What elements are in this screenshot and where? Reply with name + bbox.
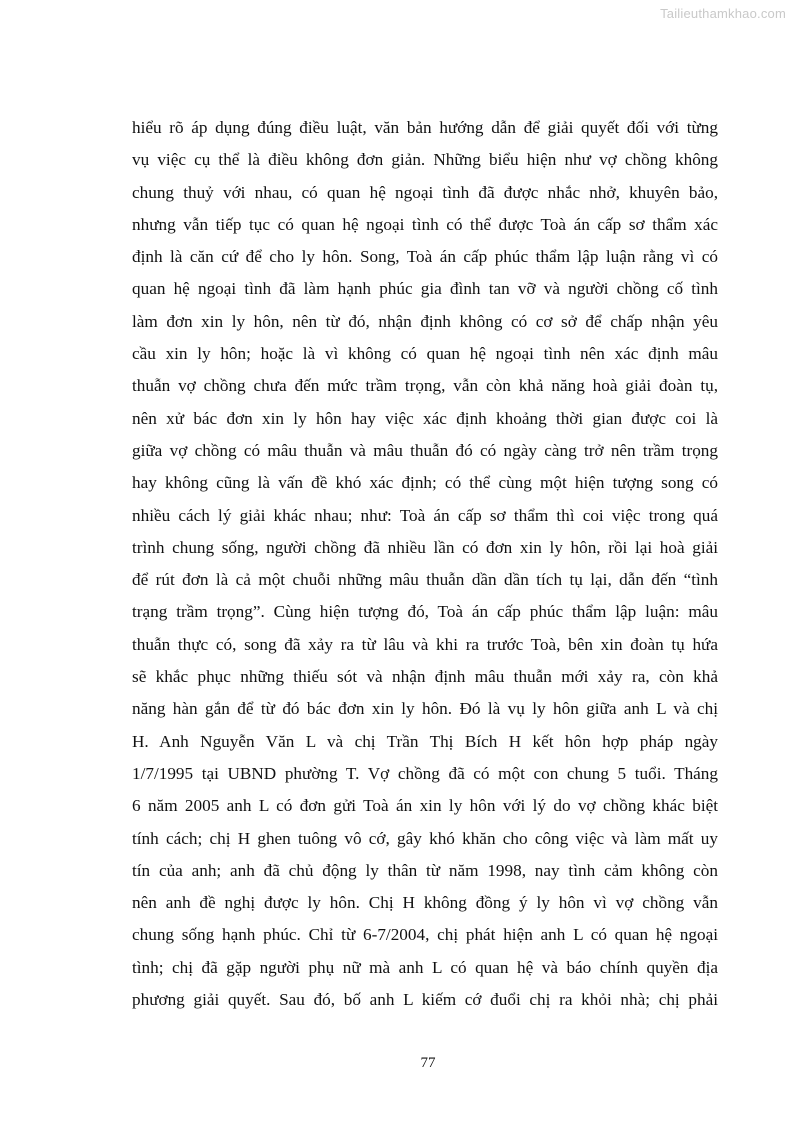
text-line: nên xử bác đơn xin ly hôn hay việc xác định khoảng thời gian được coi là <box>132 408 718 428</box>
text-line: nhiều cách lý giải khác nhau; như: Toà án cấp sơ thẩm thì coi việc trong quá <box>132 505 718 525</box>
watermark: Tailieuthamkhao.com <box>660 6 786 21</box>
text-line: làm đơn xin ly hôn, nên từ đó, nhận định không có cơ sở để chấp nhận yêu <box>132 311 718 331</box>
text-line: tín của anh; anh đã chủ động ly thân từ năm 1998, nay tình cảm không còn <box>132 860 718 880</box>
text-line: quan hệ ngoại tình đã làm hạnh phúc gia đình tan vỡ và người chồng cố tình <box>132 279 718 299</box>
text-line: 6 năm 2005 anh L có đơn gửi Toà án xin ly hôn với lý do vợ chồng khác biệt <box>132 796 718 816</box>
text-line: 1/7/1995 tại UBND phường T. Vợ chồng đã có một con chung 5 tuổi. Tháng <box>132 763 718 783</box>
text-line: nhưng vẫn tiếp tục có quan hệ ngoại tình có thể được Toà án cấp sơ thẩm xác <box>132 214 718 234</box>
text-line: phương giải quyết. Sau đó, bố anh L kiếm cớ đuổi chị ra khỏi nhà; chị phải <box>132 990 718 1010</box>
text-line: thuẫn vợ chồng chưa đến mức trầm trọng, vẫn còn khả năng hoà giải đoàn tụ, <box>132 376 718 396</box>
text-line: cầu xin ly hôn; hoặc là vì không có quan hệ ngoại tình nên xác định mâu <box>132 344 718 364</box>
text-line: hiểu rõ áp dụng đúng điều luật, văn bản hướng dẫn để giải quyết đối với từng <box>132 118 718 137</box>
text-line: tình; chị đã gặp người phụ nữ mà anh L có quan hệ và báo chính quyền địa <box>132 957 718 977</box>
text-line: chung thuỷ với nhau, có quan hệ ngoại tình đã được nhắc nhở, khuyên bảo, <box>132 182 718 202</box>
text-line: năng hàn gắn để từ đó bác đơn xin ly hôn. Đó là vụ ly hôn giữa anh L và chị <box>132 699 718 719</box>
text-line: tính cách; chị H ghen tuông vô cớ, gây khó khăn cho công việc và làm mất uy <box>132 828 718 848</box>
text-line: giữa vợ chồng có mâu thuẫn và mâu thuẫn đó có ngày càng trở nên trầm trọng <box>132 440 718 460</box>
text-line: hay không cũng là vấn đề khó xác định; có thể cùng một hiện tượng song có <box>132 473 718 493</box>
text-line: trạng trầm trọng”. Cùng hiện tượng đó, Toà án cấp phúc thẩm lập luận: mâu <box>132 602 718 622</box>
text-line: định là căn cứ để cho ly hôn. Song, Toà án cấp phúc thẩm lập luận rằng vì có <box>132 247 718 267</box>
text-line: H. Anh Nguyễn Văn L và chị Trần Thị Bích H kết hôn hợp pháp ngày <box>132 731 718 751</box>
page-number: 77 <box>420 1055 436 1071</box>
text-line: chung sống hạnh phúc. Chỉ từ 6-7/2004, chị phát hiện anh L có quan hệ ngoại <box>132 925 718 945</box>
text-line: trình chung sống, người chồng đã nhiều lần có đơn xin ly hôn, rồi lại hoà giải <box>132 537 718 557</box>
body-paragraph <box>132 112 718 1016</box>
text-line: sẽ khắc phục những thiếu sót và nhận định mâu thuẫn mới xảy ra, còn khả <box>132 667 718 687</box>
text-line: để rút đơn là cả một chuỗi những mâu thuẫn dần dần tích tụ lại, dẫn đến “tình <box>132 570 718 590</box>
text-line: vụ việc cụ thể là điều không đơn giản. Những biểu hiện như vợ chồng không <box>132 150 718 170</box>
text-line: thuẫn thực có, song đã xảy ra từ lâu và khi ra trước Toà, bên xin đoàn tụ hứa <box>132 634 718 654</box>
text-line: nên anh đề nghị được ly hôn. Chị H không đồng ý ly hôn vì vợ chồng vẫn <box>132 893 718 913</box>
